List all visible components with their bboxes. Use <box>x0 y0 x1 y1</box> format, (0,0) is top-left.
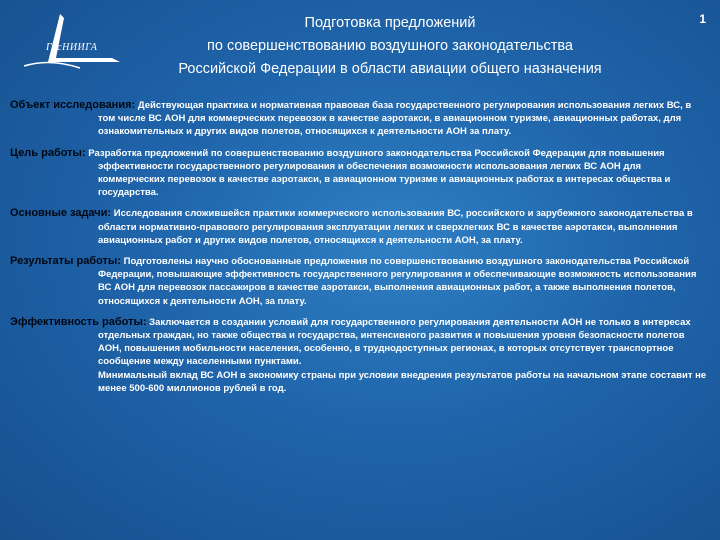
section-body: Исследования сложившейся практики коммерческого использования ВС, российского и зарубежного законодательства в области нормативно-правового регулирования эксплуатации легких и сверхлегких ВС в качестве аэротакси, выполнения авиационных работ и других видов полетов, относящихся к деятельности АОН, за плату. <box>98 208 693 246</box>
section-object <box>10 99 710 139</box>
section-body: Разработка предложений по совершенствованию воздушного законодательства Российской Федерации для повышения эффективности государственного регулирования и обеспечения возможности использования легких ВС АОН для коммерческих перевозок в качестве аэротакси, в авиационном туризме и авиационных работах в интересах общества и государства. <box>88 147 671 199</box>
slide-number: 1 <box>699 12 706 26</box>
title-line: Подготовка предложений <box>304 15 476 31</box>
section-body: Действующая практика и нормативная правовая база государственного регулирования использования легких ВС, в том числе ВС АОН для коммерческих перевозок в качестве аэротакси, в авиационном туризме, авиационных работах, для ознакомительных и других видов полетов, относящихся к деятельности АОН за плату. <box>98 100 692 138</box>
slide-title <box>120 12 660 81</box>
section-goal <box>10 147 710 200</box>
section-label: Эффективность работы: <box>10 315 147 328</box>
section-efficiency <box>10 316 710 395</box>
title-line: Российской Федерации в области авиации общего назначения <box>178 61 602 77</box>
title-line: по совершенствованию воздушного законодательства <box>207 38 573 54</box>
section-label: Объект исследования: <box>10 99 136 111</box>
section-body: Подготовлены научно обоснованные предложения по совершенствованию воздушного законодательства Российской Федерации, повышающие эффективность государственного регулирования и обеспечивающие возможность использования ВС АОН для перевозок пассажиров в качестве аэротакси, выполнения авиационных работ, а также выполнения полетов, относящихся к деятельности АОН, за плату. <box>98 256 697 307</box>
section-tasks <box>10 207 710 247</box>
logo <box>20 12 130 74</box>
logo-text: ГосНИИГА <box>46 42 98 53</box>
section-body: Заключается в создании условий для государственного регулирования деятельности АОН не только в интересах отдельных граждан, но также общества и государства, интенсивного развития и повышения уровня безопасности полетов АОН, повышения мобильности населения, особенно, в труднодоступных регионах, в которых отсутствует транспортное сообщение между населенными пунктами. <box>98 316 691 368</box>
section-label: Цель работы: <box>10 146 86 159</box>
slide-content <box>10 99 710 403</box>
section-extra: Минимальный вклад ВС АОН в экономику страны при условии внедрения результатов работы на начальном этапе составит не менее 500-600 миллионов рублей в год. <box>98 369 707 394</box>
section-results <box>10 255 710 308</box>
section-label: Основные задачи: <box>10 207 112 220</box>
section-label: Результаты работы: <box>10 255 121 268</box>
